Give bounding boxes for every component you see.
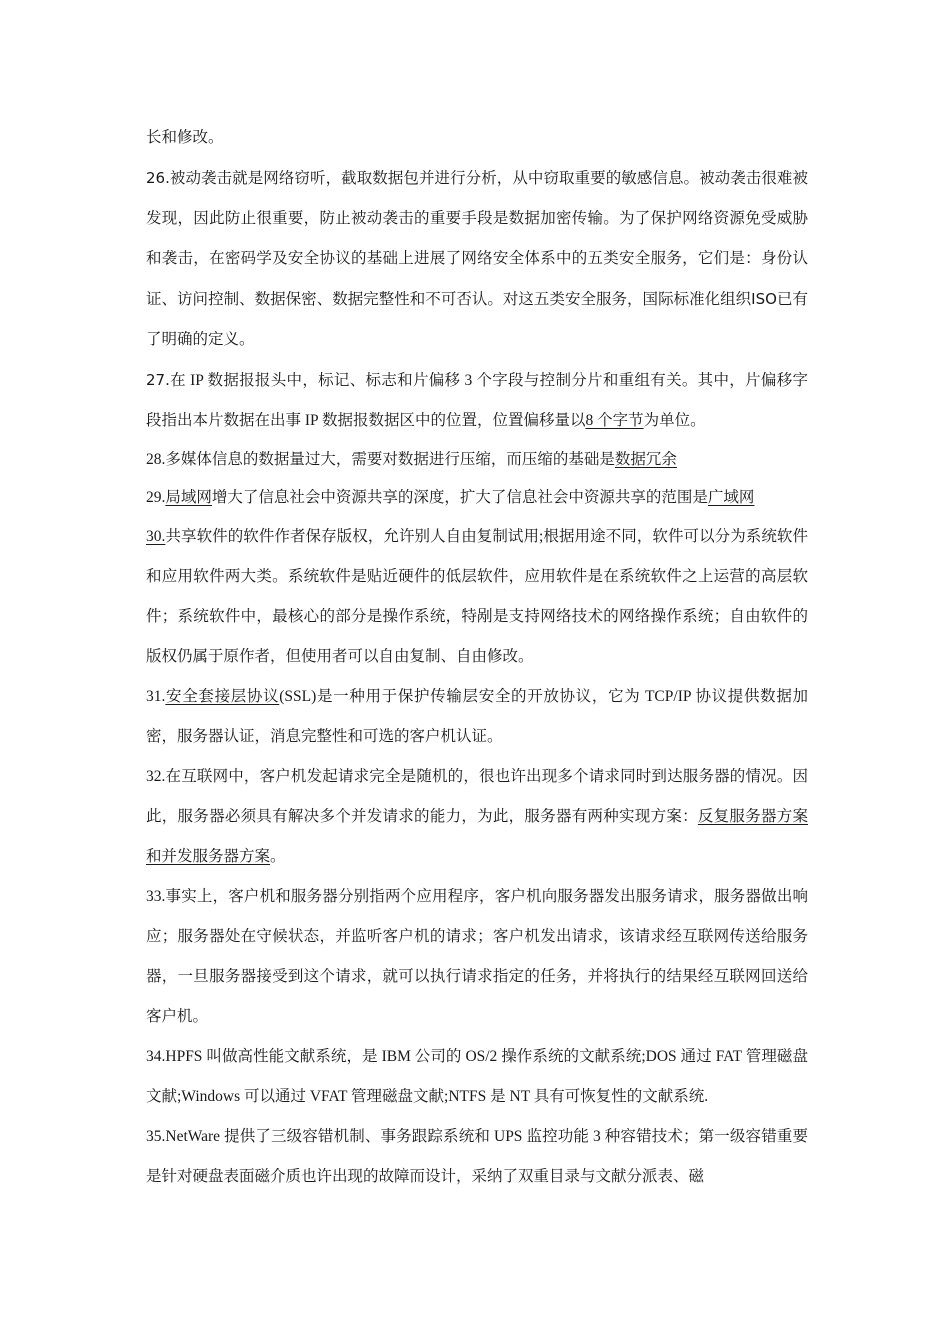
paragraph-text: 28.多媒体信息的数据量过大，需要对数据进行压缩，而压缩的基础是 bbox=[146, 451, 615, 468]
paragraph-30 bbox=[146, 517, 808, 677]
underlined-answer: 安全套接层协议 bbox=[165, 688, 280, 705]
paragraph-35 bbox=[146, 1117, 808, 1197]
paragraph-text: 增大了信息社会中资源共享的深度，扩大了信息社会中资源共享的范围是 bbox=[211, 489, 708, 506]
paragraph-34 bbox=[146, 1037, 808, 1117]
paragraph-29 bbox=[146, 479, 808, 517]
paragraph-text: 35.NetWare 提供了三级容错机制、事务跟踪系统和 UPS 监控功能 3 种容错技术；第一级容错重要是针对硬盘表面磁介质也许出现的故障而设计，采纳了双重目录与文献分派表、磁 bbox=[146, 1128, 808, 1185]
underlined-answer: 广域网 bbox=[707, 489, 755, 506]
paragraph-31 bbox=[146, 677, 808, 757]
paragraph-26 bbox=[146, 158, 808, 360]
paragraph-text: 。 bbox=[270, 848, 286, 865]
paragraph-32 bbox=[146, 757, 808, 877]
item-number: 29. bbox=[146, 489, 166, 506]
item-number: 27. bbox=[146, 371, 170, 389]
paragraph-text: 共享软件的软件作者保存版权，允许别人自由复制试用;根据用途不同，软件可以分为系统软件和应用软件两大类。系统软件是贴近硬件的低层软件，应用软件是在系统软件之上运营的高层软件；系统软件中，最核心的部分是操作系统，特剐是支持网络技术的网络操作系统；自由软件的版权仍属于原作者，但使用者可以自由复制、自由修改。 bbox=[146, 528, 808, 665]
paragraph-text: 为单位。 bbox=[643, 412, 706, 429]
paragraph-text: 34.HPFS 叫做高性能文献系统，是 IBM 公司的 OS/2 操作系统的文献系统;DOS 通过 FAT 管理磁盘文献;Windows 可以通过 VFAT 管理磁盘文献;NTFS 是 NT 具有可恢复性的文献系统. bbox=[146, 1048, 808, 1105]
item-number: 30. bbox=[146, 528, 166, 545]
paragraph-text: 32.在互联网中，客户机发起请求完全是随机的，很也许出现多个请求同时到达服务器的情况。因此，服务器必须具有解决多个并发请求的能力，为此，服务器有两种实现方案： bbox=[146, 768, 808, 825]
paragraph-text: 33.事实上，客户机和服务器分别指两个应用程序，客户机向服务器发出服务请求，服务器做出响应；服务器处在守候状态，并监听客户机的请求；客户机发出请求，该请求经互联网传送给服务器，一旦服务器接受到这个请求，就可以执行请求指定的任务，并将执行的结果经互联网回送给客户机。 bbox=[146, 888, 808, 1025]
underlined-answer: 8 个字节 bbox=[585, 412, 644, 429]
paragraph-text: (SSL)是一种用于保护传输层安全的开放协议，它为 TCP/IP 协议提供数据加密，服务器认证，消息完整性和可选的客户机认证。 bbox=[146, 688, 808, 745]
paragraph-27 bbox=[146, 360, 808, 441]
paragraph-28 bbox=[146, 441, 808, 479]
paragraph-33 bbox=[146, 877, 808, 1037]
underlined-answer: 局域网 bbox=[165, 489, 212, 506]
item-number: 26. bbox=[146, 169, 170, 187]
underlined-answer: 反复服务器方案和并发服务器方案 bbox=[146, 808, 808, 865]
underlined-answer: 数据冗余 bbox=[614, 451, 677, 468]
paragraph-text: 在 IP 数据报报头中，标记、标志和片偏移 3 个字段与控制分片和重组有关。其中，片偏移字段指出本片数据在出事 IP 数据报数据区中的位置，位置偏移量以 bbox=[146, 372, 808, 429]
item-number: 31. bbox=[146, 688, 166, 705]
paragraph-text: 被动袭击就是网络窃听，截取数据包并进行分析，从中窃取重要的敏感信息。被动袭击很难被发现，因此防止很重要，防止被动袭击的重要手段是数据加密传输。为了保护网络资源免受威胁和袭击，在密码学及安全协议的基础上进展了网络安全体系中的五类安全服务，它们是：身份认证、访问控制、数据保密、数据完整性和不可否认。对这五类安全服务，国际标准化组织 bbox=[146, 170, 808, 308]
iso-text: ISO bbox=[751, 290, 777, 308]
paragraph-text: 长和修改。 bbox=[146, 129, 224, 146]
paragraph-continued bbox=[146, 118, 808, 158]
paragraph-text: 已有了明确的定义。 bbox=[146, 291, 808, 348]
document-page bbox=[146, 118, 808, 1197]
